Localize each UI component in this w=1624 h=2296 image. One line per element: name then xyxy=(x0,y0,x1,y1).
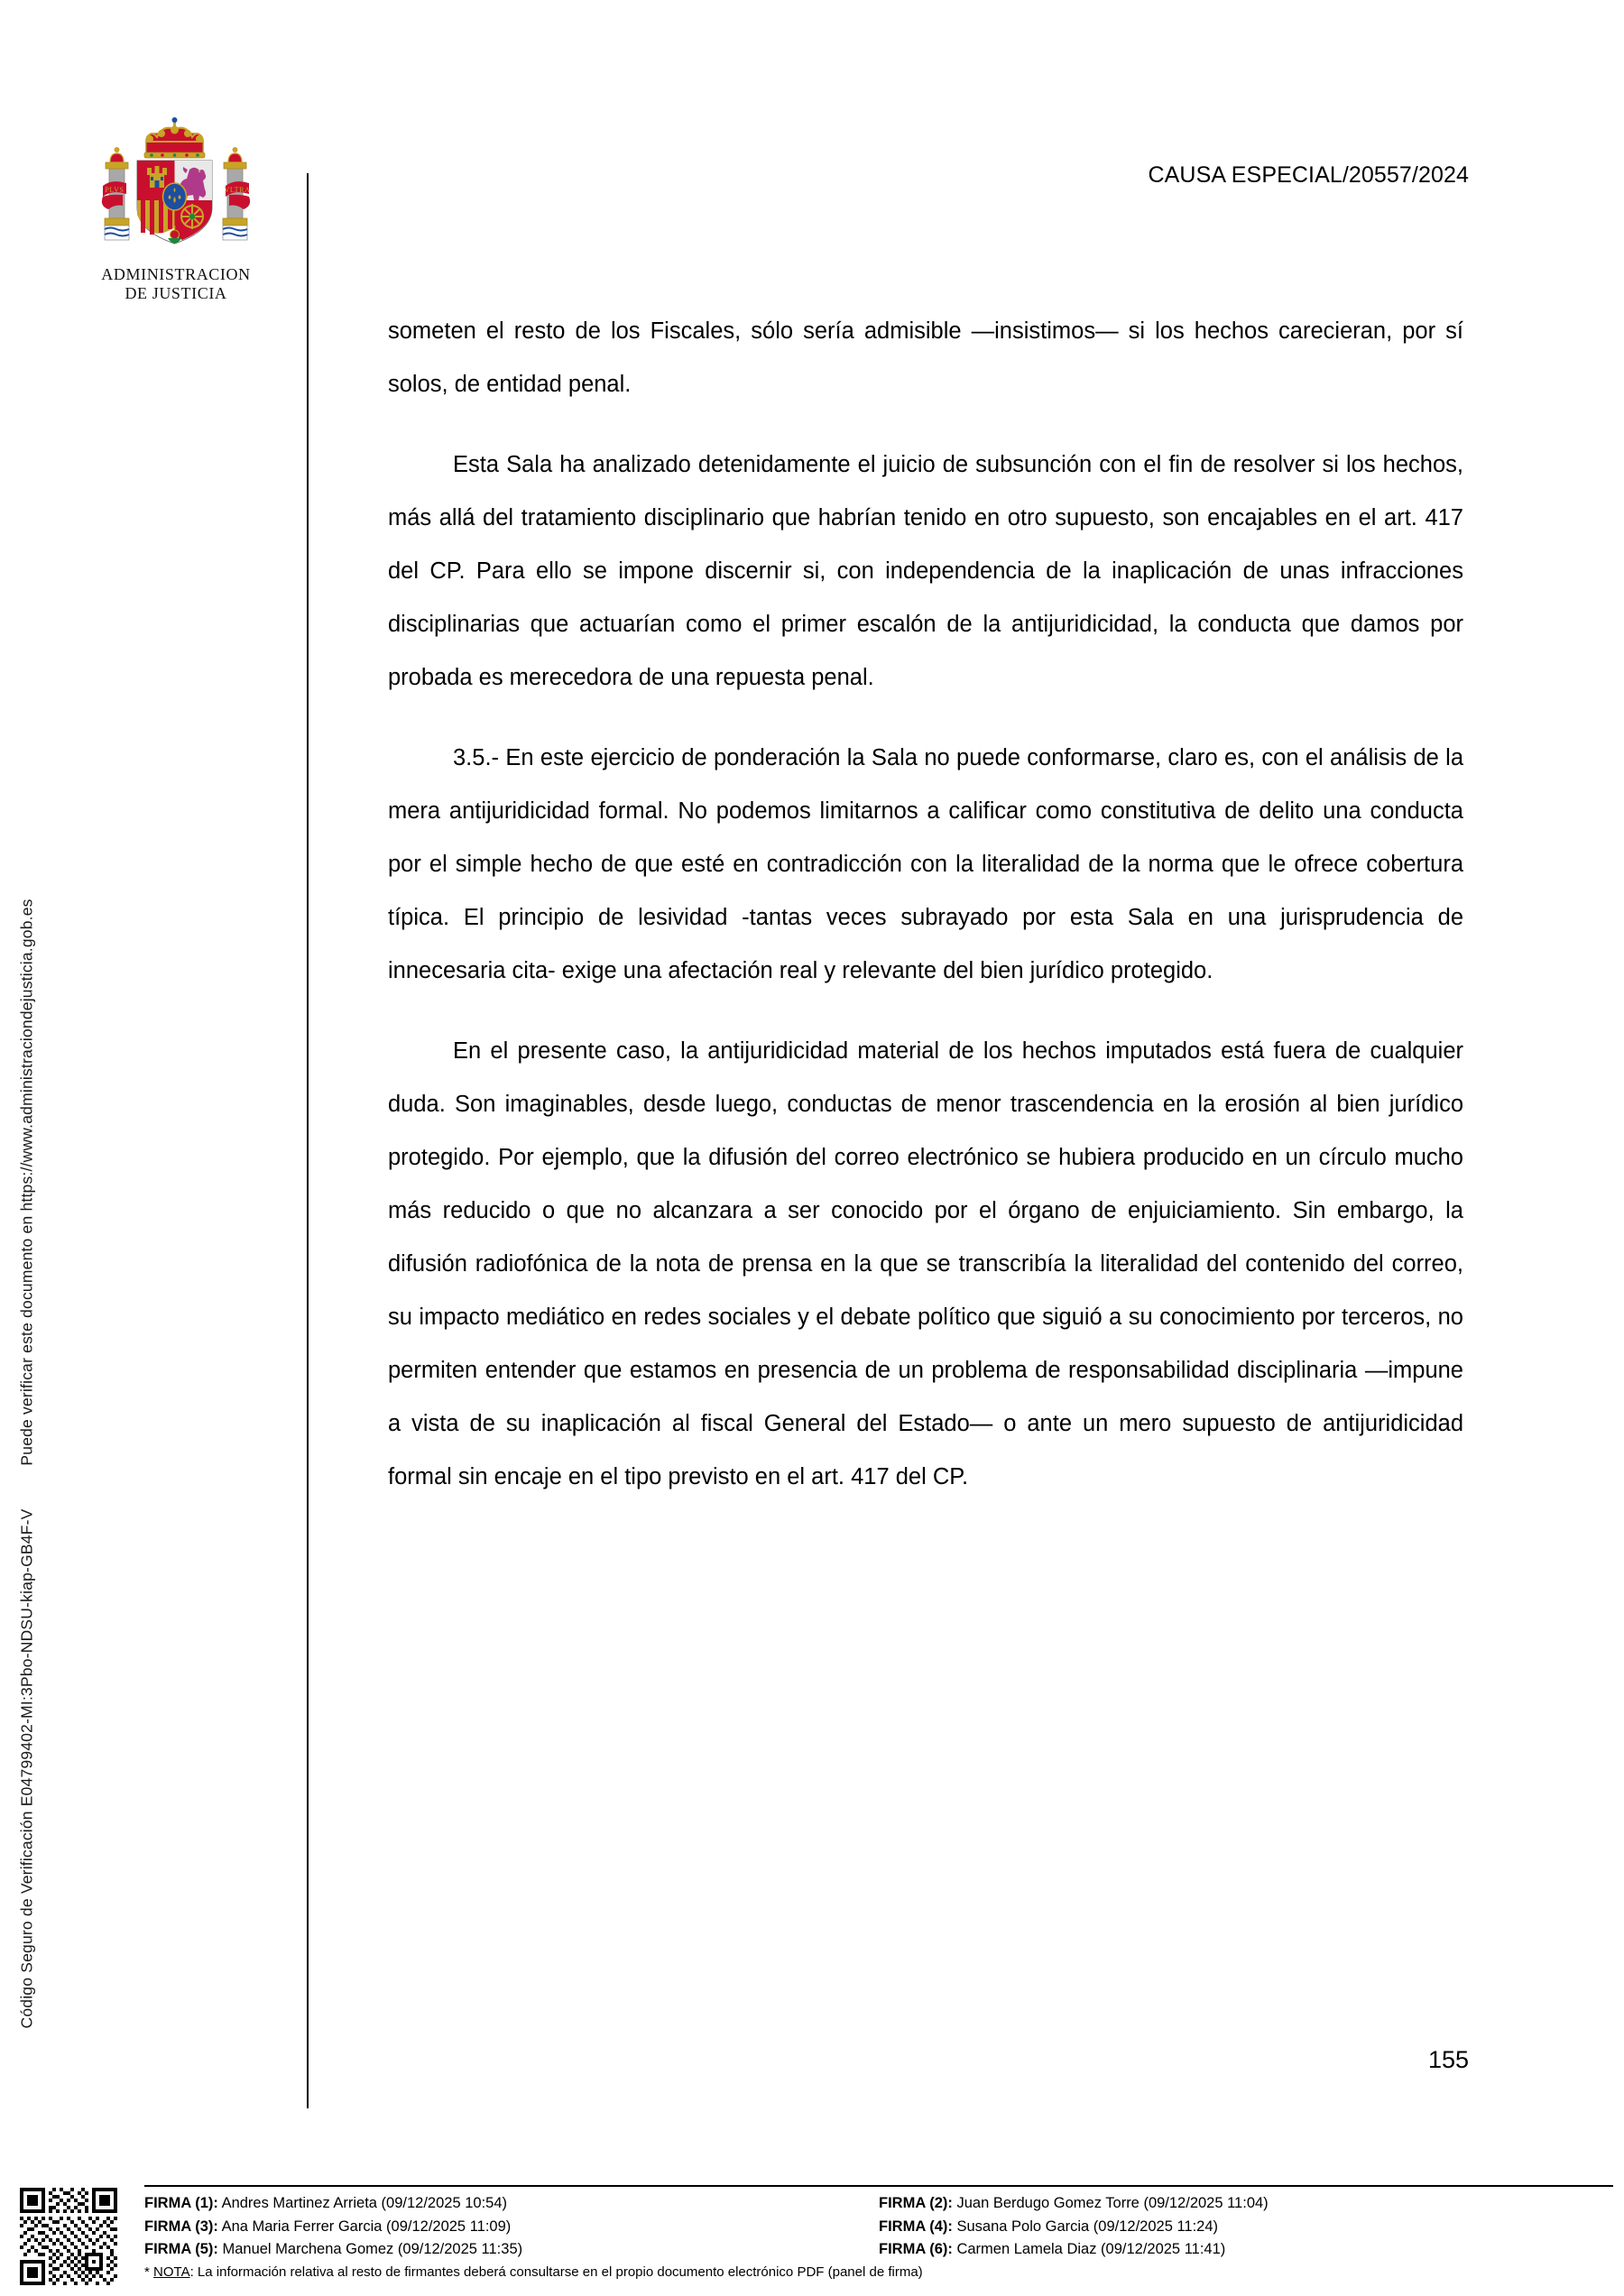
verification-code-text: Código Seguro de Verificación E04799402-MI:3Pbo-NDSU-kiap-GB4F-V xyxy=(17,1508,36,2029)
signature-label: FIRMA (1): xyxy=(144,2195,218,2211)
qr-code xyxy=(20,2183,117,2290)
paragraph: 3.5.- En este ejercicio de ponderación la Sala no puede conformarse, claro es, con el análisis de la mera antijuridicidad formal. No podemos limitarnos a calificar como constitutiva de delito una conducta por el simple hecho de que esté en contradicción con la literalidad de la norma que le ofrece cobertura típica. El principio de lesividad -tantas veces subrayado por esta Sala en una jurisprudencia de innecesaria cita- exige una afectación real y relevante del bien jurídico protegido. xyxy=(388,745,1463,983)
signature-value: Carmen Lamela Diaz (09/12/2025 11:41) xyxy=(956,2241,1226,2257)
emblem-caption xyxy=(72,265,280,303)
page-number: 155 xyxy=(1427,2046,1469,2073)
footer-note-text: : La información relativa al resto de firmantes deberá consultarse en el propio documento electrónico PDF (panel de firma) xyxy=(189,2264,923,2280)
footer-note-prefix: * xyxy=(144,2264,154,2280)
paragraph: Esta Sala ha analizado detenidamente el juicio de subsunción con el fin de resolver si los hechos, más allá del tratamiento disciplinario que habrían tenido en otro supuesto, son encajables en el art. 417 del CP. Para ello se impone discernir si, con independencia de la inaplicación de unas infracciones disciplinarias que actuarían como el primer escalón de la antijuridicidad, la conducta que damos por probada es merecedora de una repuesta penal. xyxy=(388,452,1463,690)
signature-entry xyxy=(879,2192,1613,2216)
verification-sidebar xyxy=(0,0,54,2147)
signature-entry xyxy=(144,2192,879,2216)
signature-entry xyxy=(144,2238,879,2262)
paragraph: En el presente caso, la antijuridicidad material de los hechos imputados está fuera de cualquier duda. Son imaginables, desde luego, conductas de menor trascendencia en la erosión al bien jurídico protegido. Por ejemplo, que la difusión del correo electrónico se hubiera producido en un círculo mucho más reducido o que no alcanzara a ser conocido por el órgano de enjuiciamiento. Sin embargo, la difusión radiofónica de la nota de prensa en la que se transcribía la literalidad del contenido del correo, su impacto mediático en redes sociales y el debate político que siguió a su conocimiento por terceros, no permiten entender que estamos en presencia de un problema de responsabilidad disciplinaria —impune a vista de su inaplicación al fiscal General del Estado— o ante un mero supuesto de antijuridicidad formal sin encaje en el tipo previsto en el art. 417 del CP. xyxy=(388,1038,1463,1489)
signature-label: FIRMA (5): xyxy=(144,2241,218,2257)
footer-divider xyxy=(144,2185,1613,2187)
signature-grid xyxy=(144,2192,1613,2262)
coat-of-arms-block xyxy=(72,117,280,303)
emblem-caption-line-1: ADMINISTRACION xyxy=(101,265,251,283)
signature-entry xyxy=(879,2238,1613,2262)
case-reference-header: CAUSA ESPECIAL/20557/2024 xyxy=(1148,162,1469,188)
signature-column-left xyxy=(144,2192,879,2262)
signature-label: FIRMA (6): xyxy=(879,2241,953,2257)
signature-entry xyxy=(879,2216,1613,2239)
signature-column-right xyxy=(879,2192,1613,2262)
footer-note xyxy=(144,2264,923,2280)
signature-value: Manuel Marchena Gomez (09/12/2025 11:35) xyxy=(222,2241,523,2257)
margin-divider xyxy=(307,173,309,2108)
emblem-caption-line-2: DE JUSTICIA xyxy=(125,284,227,303)
signature-footer xyxy=(0,2165,1624,2296)
signature-label: FIRMA (4): xyxy=(879,2218,953,2235)
signature-entry xyxy=(144,2216,879,2239)
signature-label: FIRMA (2): xyxy=(879,2195,953,2211)
signature-value: Susana Polo Garcia (09/12/2025 11:24) xyxy=(956,2218,1219,2235)
document-body xyxy=(388,305,1463,1504)
spain-coat-of-arms-icon xyxy=(90,117,262,262)
signature-value: Juan Berdugo Gomez Torre (09/12/2025 11:04) xyxy=(956,2195,1269,2211)
signature-value: Andres Martinez Arrieta (09/12/2025 10:54) xyxy=(221,2195,507,2211)
signature-label: FIRMA (3): xyxy=(144,2218,218,2235)
svg-text:PLVS: PLVS xyxy=(105,186,125,194)
signature-value: Ana Maria Ferrer Garcia (09/12/2025 11:09) xyxy=(221,2218,512,2235)
svg-text:VLTRA: VLTRA xyxy=(224,186,251,194)
verification-url-text: Puede verificar este documento en https://www.administraciondejusticia.gob.es xyxy=(17,899,36,1466)
footer-note-keyword: NOTA xyxy=(153,2264,190,2280)
paragraph: someten el resto de los Fiscales, sólo sería admisible —insistimos— si los hechos carecieran, por sí solos, de entidad penal. xyxy=(388,318,1463,397)
